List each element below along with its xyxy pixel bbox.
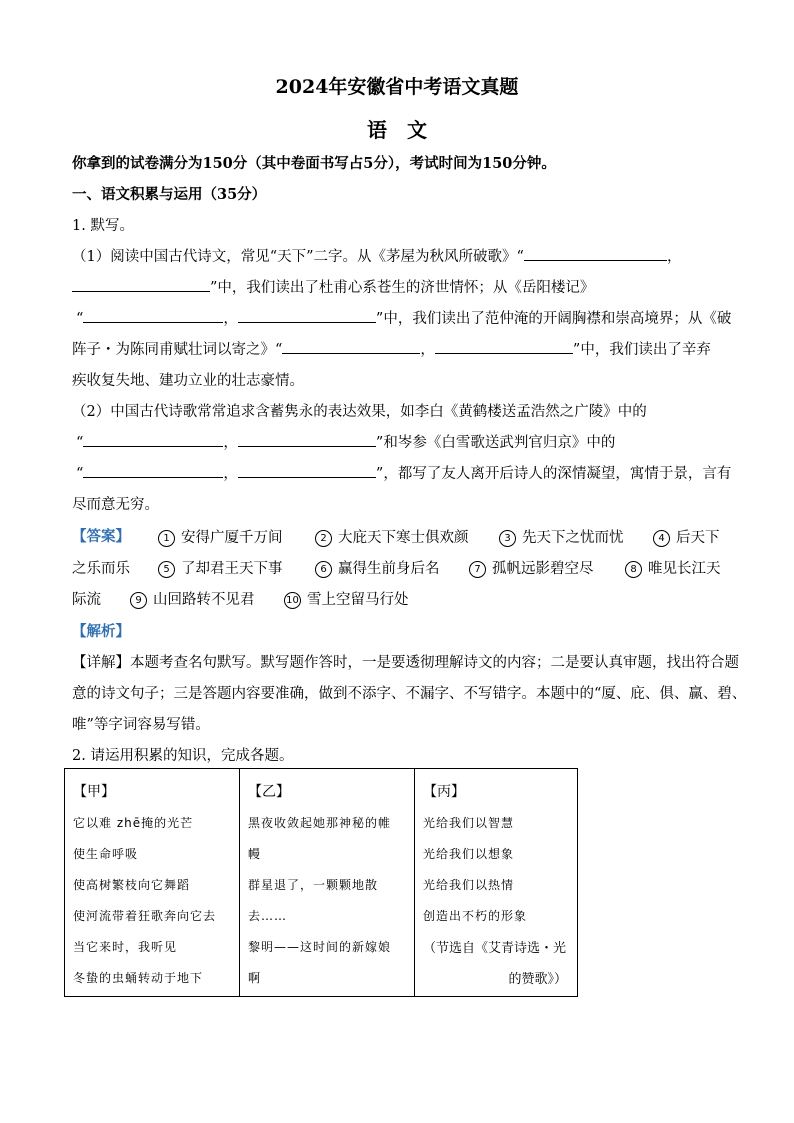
question-1-label: 1. 默写。 bbox=[72, 218, 134, 234]
poem-line: 去…… bbox=[248, 909, 288, 923]
poem-line: 创造出不朽的形象 bbox=[423, 909, 528, 923]
answer-text: 山回路转不见君 bbox=[153, 592, 255, 608]
answer-blank[interactable] bbox=[238, 463, 376, 478]
poem-source: （节选自《艾青诗选・光 bbox=[423, 941, 567, 956]
answer-item bbox=[158, 557, 283, 578]
answer-text: 之乐而乐 bbox=[72, 561, 130, 577]
poem-line: 使生命呼吸 bbox=[73, 847, 139, 861]
circled-number: 1 bbox=[158, 530, 175, 547]
answer-text: 唯见长江天 bbox=[648, 561, 721, 577]
poem-line: 使高树繁枝向它舞蹈 bbox=[73, 878, 191, 892]
poem-line: 光给我们以智慧 bbox=[423, 816, 515, 830]
circled-number: 10 bbox=[284, 592, 301, 609]
q1-part1-line3 bbox=[76, 307, 731, 328]
q1-part2-line4: 尽而意无穷。 bbox=[72, 497, 159, 513]
q1-p2-l3-text: ”，都写了友人离开后诗人的深情凝望，寓情于景，言有 bbox=[375, 466, 732, 482]
answer-item bbox=[469, 557, 594, 578]
poem-line: 冬蛰的虫蛹转动于地下 bbox=[73, 971, 204, 985]
section-heading: 一、语文积累与运用（35分） bbox=[72, 186, 267, 203]
open-quote: “ bbox=[76, 311, 84, 327]
answer-item bbox=[130, 588, 255, 609]
circled-number: 6 bbox=[315, 561, 332, 578]
circled-number: 8 bbox=[625, 561, 642, 578]
answer-blank[interactable] bbox=[72, 277, 210, 292]
circled-number: 9 bbox=[130, 592, 147, 609]
poem-line: 光给我们以热情 bbox=[423, 878, 515, 892]
answer-item bbox=[72, 588, 101, 609]
answer-item bbox=[499, 526, 624, 547]
answer-item bbox=[653, 526, 720, 547]
answer-text: 后天下 bbox=[676, 530, 720, 546]
question-2-label: 2. 请运用积累的知识，完成各题。 bbox=[72, 748, 294, 764]
detail-line-1: 【详解】本题考查名句默写。默写题作答时，一是要透彻理解诗文的内容；二是要认真审题，找出符合题 bbox=[72, 655, 739, 671]
answer-blank[interactable] bbox=[238, 308, 376, 323]
answer-blank[interactable] bbox=[282, 339, 420, 354]
q1-part1-line5: 疾收复失地、建功立业的壮志豪情。 bbox=[72, 373, 304, 389]
answer-text: 赢得生前身后名 bbox=[338, 561, 440, 577]
comma: ， bbox=[420, 342, 435, 358]
circled-number: 7 bbox=[469, 561, 486, 578]
poem-head: 【丙】 bbox=[423, 784, 465, 800]
poem-line: 幔 bbox=[248, 847, 262, 861]
poem-source: 的赞歌》） bbox=[508, 972, 567, 987]
answer-blank[interactable] bbox=[524, 246, 667, 261]
comma: ， bbox=[223, 435, 238, 451]
q1-p1-l4-text-a: 阵子・为陈同甫赋壮词以寄之》“ bbox=[72, 342, 283, 358]
answer-blank[interactable] bbox=[435, 339, 573, 354]
circled-number: 3 bbox=[499, 530, 516, 547]
q1-p1-l2-text: ”中，我们读出了杜甫心系苍生的济世情怀；从《岳阳楼记》 bbox=[210, 280, 595, 296]
poem-line: 群星退了，一颗颗地散 bbox=[248, 878, 379, 892]
answer-text: 大庇天下寒士俱欢颜 bbox=[338, 530, 469, 546]
detail-line-3: 唯”等字词容易写错。 bbox=[72, 717, 210, 733]
poem-line: 光给我们以想象 bbox=[423, 847, 515, 861]
answer-text: 雪上空留马行处 bbox=[307, 592, 409, 608]
poem-head: 【乙】 bbox=[248, 784, 290, 800]
q1-part1-line2 bbox=[72, 276, 594, 297]
q1-part1-line4 bbox=[72, 338, 711, 359]
poem-line: 啊 bbox=[248, 971, 262, 985]
answer-text: 际流 bbox=[72, 592, 101, 608]
poem-head: 【甲】 bbox=[73, 784, 115, 800]
answer-item bbox=[315, 526, 469, 547]
q1-part2-line3 bbox=[76, 462, 731, 483]
poem-line: 使河流带着狂歌奔向它去 bbox=[73, 909, 217, 923]
circled-number: 4 bbox=[653, 530, 670, 547]
exam-title: 2024年安徽省中考语文真题 bbox=[275, 76, 519, 98]
comma: ， bbox=[223, 311, 238, 327]
answer-text: 安得广厦千万间 bbox=[181, 530, 283, 546]
answer-tag: 【答案】 bbox=[72, 528, 130, 545]
answer-item bbox=[72, 557, 130, 578]
answer-item bbox=[158, 526, 283, 547]
poem-table bbox=[64, 768, 578, 997]
open-quote: “ bbox=[76, 466, 84, 482]
circled-number: 2 bbox=[315, 530, 332, 547]
poem-cell-jia bbox=[65, 769, 240, 997]
answer-blank[interactable] bbox=[83, 432, 223, 447]
answer-blank[interactable] bbox=[238, 432, 376, 447]
circled-number: 5 bbox=[158, 561, 175, 578]
poem-line: 黎明——这时间的新嫁娘 bbox=[248, 940, 392, 954]
poem-cell-bing bbox=[415, 769, 578, 997]
answer-blank[interactable] bbox=[83, 463, 223, 478]
q1-p1-l1-text: （1）阅读中国古代诗文，常见“天下”二字。从《茅屋为秋风所破歌》“ bbox=[72, 249, 524, 265]
poem-line: 当它来时，我听见 bbox=[73, 940, 178, 954]
answer-item bbox=[315, 557, 440, 578]
answer-item bbox=[625, 557, 721, 578]
q1-part2-line1: （2）中国古代诗歌常常追求含蓄隽永的表达效果，如李白《黄鹤楼送孟浩然之广陵》中的 bbox=[72, 404, 647, 420]
q1-part1-line1 bbox=[72, 245, 681, 266]
q1-part2-line2 bbox=[76, 431, 615, 452]
answer-text: 了却君王天下事 bbox=[181, 561, 283, 577]
answer-text: 孤帆远影碧空尽 bbox=[492, 561, 594, 577]
poem-cell-yi bbox=[240, 769, 415, 997]
open-quote: “ bbox=[76, 435, 84, 451]
poem-line: 它以难 zhē掩的光芒 bbox=[73, 816, 194, 830]
q1-p1-l3-text: ”中，我们读出了范仲淹的开阔胸襟和崇高境界；从《破 bbox=[375, 311, 732, 327]
poem-line: 黑夜收敛起她那神秘的帷 bbox=[248, 816, 392, 830]
answer-text: 先天下之忧而忧 bbox=[522, 530, 624, 546]
q1-p1-l4-text-b: ”中，我们读出了辛弃 bbox=[572, 342, 711, 358]
analysis-tag: 【解析】 bbox=[72, 623, 130, 640]
comma: ， bbox=[223, 466, 238, 482]
subject-title: 语 文 bbox=[367, 118, 427, 142]
answer-blank[interactable] bbox=[83, 308, 223, 323]
comma: ， bbox=[666, 249, 682, 265]
answer-item bbox=[284, 588, 409, 609]
detail-line-2: 意的诗文句子；三是答题内容要准确，做到不添字、不漏字、不写错字。本题中的“厦、庇、俱、赢、碧、 bbox=[72, 686, 747, 702]
q1-p2-l2-text: ”和岑参《白雪歌送武判官归京》中的 bbox=[375, 435, 616, 451]
exam-intro: 你拿到的试卷满分为150分（其中卷面书写占5分），考试时间为150分钟。 bbox=[72, 155, 556, 172]
